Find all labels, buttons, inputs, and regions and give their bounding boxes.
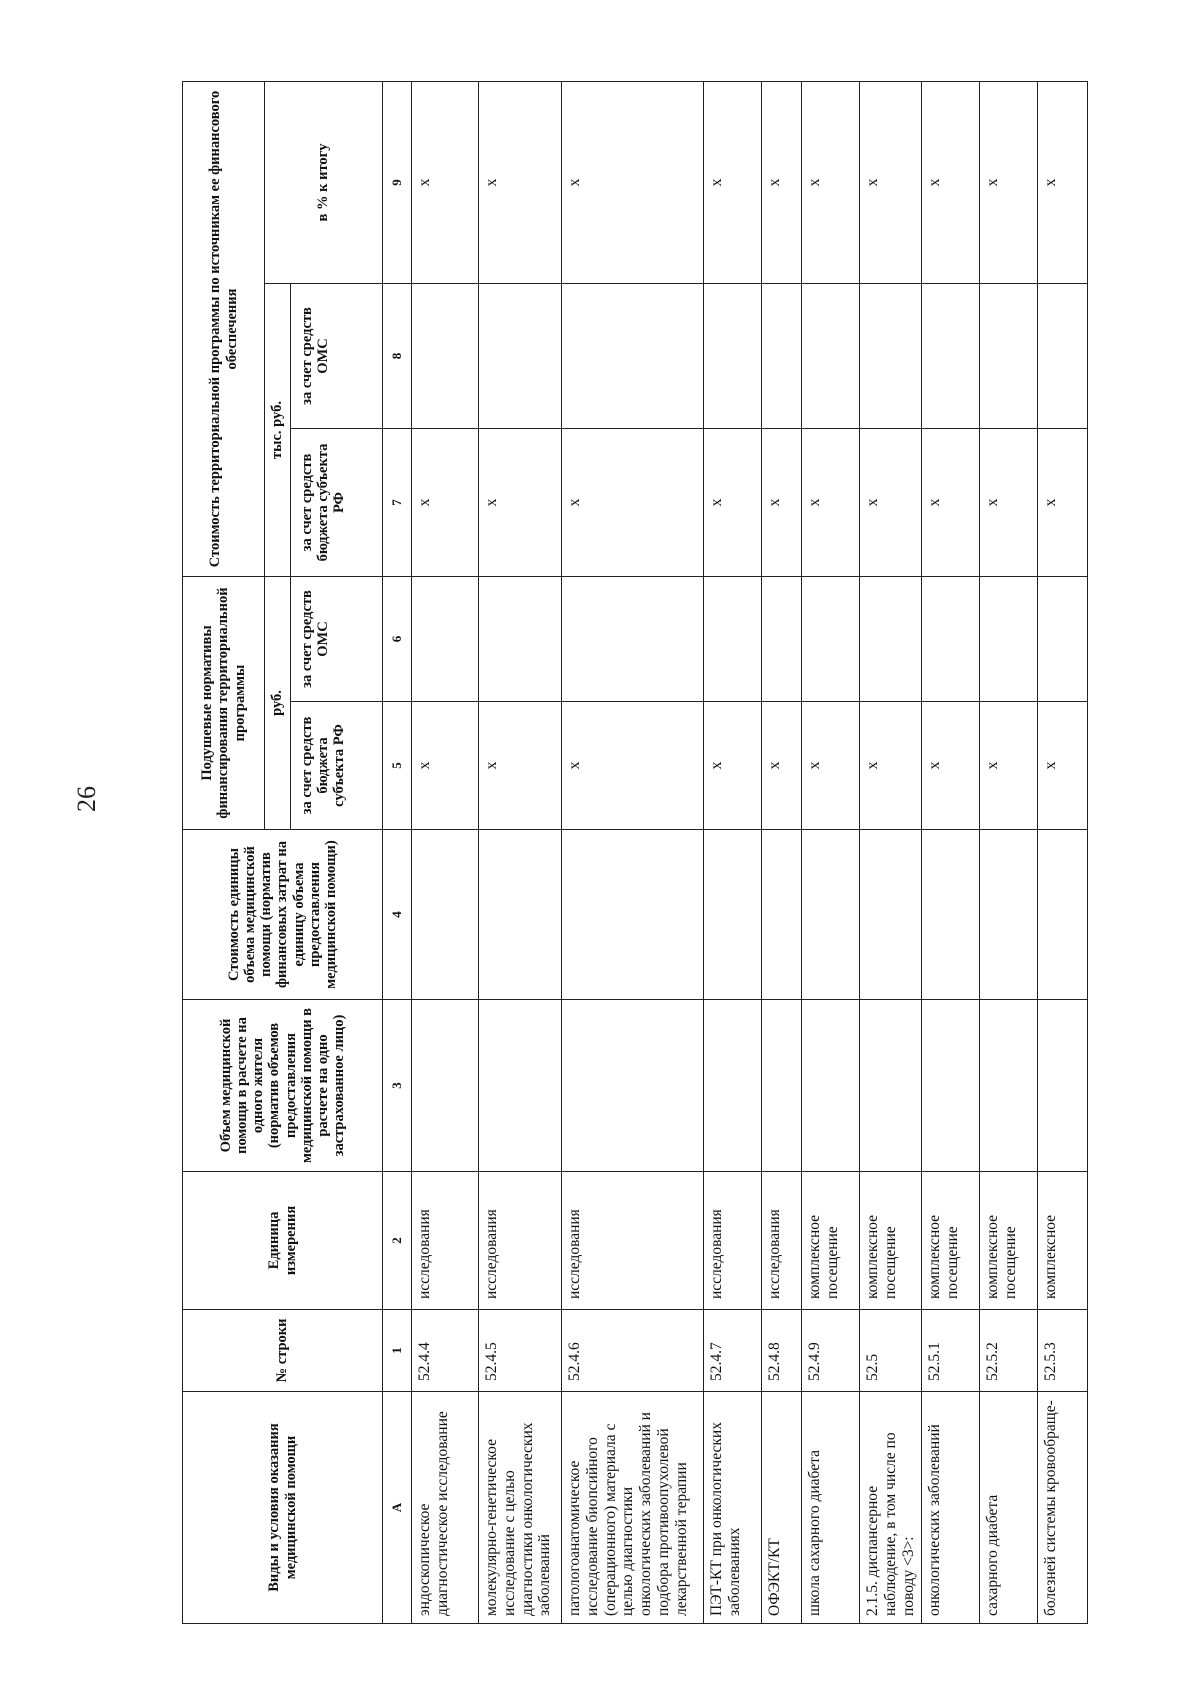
table-row (412, 81, 479, 1623)
row-unit: комплексное посещение (860, 1172, 922, 1310)
cell-col-8 (980, 284, 1038, 429)
table-row (860, 81, 922, 1623)
row-unit: комплексное посещение (922, 1172, 980, 1310)
cell-col-4 (802, 830, 860, 1000)
row-name: онкологических заболеваний (922, 1392, 980, 1624)
cell-col-5: х (980, 702, 1038, 830)
row-unit: комплексное посещение (802, 1172, 860, 1310)
cell-col-8 (802, 284, 860, 429)
row-name: сахарного диабета (980, 1392, 1038, 1624)
financing-table (182, 81, 1088, 1624)
table-row (704, 81, 762, 1623)
row-name: ОФЭКТ/КТ (762, 1392, 802, 1624)
cell-col-4 (412, 830, 479, 1000)
column-number: 3 (383, 1000, 412, 1172)
cell-col-8 (1038, 284, 1088, 429)
cell-col-6 (562, 577, 704, 702)
cell-col-3 (802, 1000, 860, 1172)
table-row (1038, 81, 1088, 1623)
row-name: молекулярно-генетическое исследование с целью диагностики онкологических заболеваний (479, 1392, 562, 1624)
row-number: 52.4.4 (412, 1310, 479, 1392)
row-number: 52.4.6 (562, 1310, 704, 1392)
row-unit: исследования (479, 1172, 562, 1310)
row-name: 2.1.5. диспансерное наблюдение, в том числе по поводу <3>: (860, 1392, 922, 1624)
cell-col-7: х (860, 429, 922, 577)
header-col-7: за счет средств бюджета субъекта РФ (291, 429, 383, 577)
row-unit: исследования (762, 1172, 802, 1310)
row-number: 52.5 (860, 1310, 922, 1392)
cell-col-5: х (704, 702, 762, 830)
row-number: 52.4.8 (762, 1310, 802, 1392)
cell-col-3 (704, 1000, 762, 1172)
row-number: 52.5.3 (1038, 1310, 1088, 1392)
header-col-9: в % к итогу (265, 81, 383, 283)
table-row (802, 81, 860, 1623)
header-col-8: за счет средств ОМС (291, 284, 383, 429)
header-col-1: № строки (183, 1310, 383, 1392)
row-unit: исследования (412, 1172, 479, 1310)
cell-col-5: х (562, 702, 704, 830)
cell-col-6 (704, 577, 762, 702)
header-col-a: Виды и условия оказания медицинской помощи (183, 1392, 383, 1624)
table-row (980, 81, 1038, 1623)
row-number: 52.5.1 (922, 1310, 980, 1392)
cell-col-4 (922, 830, 980, 1000)
table-row (479, 81, 562, 1623)
cell-col-4 (1038, 830, 1088, 1000)
cell-col-7: х (922, 429, 980, 577)
cell-col-6 (802, 577, 860, 702)
cell-col-3 (860, 1000, 922, 1172)
cell-col-3 (922, 1000, 980, 1172)
row-name: болезней системы кровообраще- (1038, 1392, 1088, 1624)
column-number: 5 (383, 702, 412, 830)
row-unit: комплексное (1038, 1172, 1088, 1310)
cell-col-6 (762, 577, 802, 702)
cell-col-6 (860, 577, 922, 702)
page-number: 26 (72, 786, 101, 812)
row-number: 52.4.9 (802, 1310, 860, 1392)
cell-col-4 (704, 830, 762, 1000)
cell-col-9: х (802, 81, 860, 283)
cell-col-6 (980, 577, 1038, 702)
row-number: 52.4.5 (479, 1310, 562, 1392)
cell-col-9: х (762, 81, 802, 283)
header-unit-rub: руб. (265, 577, 291, 830)
cell-col-9: х (1038, 81, 1088, 283)
row-name: ПЭТ-КТ при онкологических заболеваниях (704, 1392, 762, 1624)
cell-col-9: х (980, 81, 1038, 283)
cell-col-9: х (479, 81, 562, 283)
cell-col-5: х (479, 702, 562, 830)
table-body (412, 81, 1088, 1623)
cell-col-4 (479, 830, 562, 1000)
cell-col-7: х (980, 429, 1038, 577)
cell-col-3 (412, 1000, 479, 1172)
cell-col-9: х (412, 81, 479, 283)
row-unit: исследования (562, 1172, 704, 1310)
cell-col-4 (860, 830, 922, 1000)
header-col-6: за счет средств ОМС (291, 577, 383, 702)
cell-col-5: х (922, 702, 980, 830)
cell-col-6 (922, 577, 980, 702)
row-number: 52.4.7 (704, 1310, 762, 1392)
cell-col-7: х (704, 429, 762, 577)
cell-col-3 (1038, 1000, 1088, 1172)
cell-col-9: х (562, 81, 704, 283)
row-name: школа сахарного диабета (802, 1392, 860, 1624)
cell-col-5: х (762, 702, 802, 830)
column-number: 1 (383, 1310, 412, 1392)
column-number: 6 (383, 577, 412, 702)
cell-col-8 (704, 284, 762, 429)
column-number: 4 (383, 830, 412, 1000)
column-number: 8 (383, 284, 412, 429)
cell-col-5: х (860, 702, 922, 830)
cell-col-9: х (704, 81, 762, 283)
header-group-cost: Стоимость территориальной программы по источникам ее финансового обеспечения (183, 81, 265, 576)
cell-col-8 (479, 284, 562, 429)
column-number: 9 (383, 81, 412, 283)
cell-col-4 (562, 830, 704, 1000)
cell-col-4 (980, 830, 1038, 1000)
cell-col-5: х (1038, 702, 1088, 830)
table-row (922, 81, 980, 1623)
cell-col-8 (860, 284, 922, 429)
cell-col-9: х (922, 81, 980, 283)
table-row (762, 81, 802, 1623)
cell-col-4 (762, 830, 802, 1000)
header-col-2: Единица измерения (183, 1172, 383, 1310)
column-number: 2 (383, 1172, 412, 1310)
cell-col-5: х (412, 702, 479, 830)
cell-col-9: х (860, 81, 922, 283)
cell-col-8 (922, 284, 980, 429)
cell-col-6 (1038, 577, 1088, 702)
cell-col-8 (562, 284, 704, 429)
cell-col-3 (762, 1000, 802, 1172)
column-number: 7 (383, 429, 412, 577)
cell-col-6 (412, 577, 479, 702)
cell-col-7: х (1038, 429, 1088, 577)
cell-col-6 (479, 577, 562, 702)
row-name: эндоскопическое диагностическое исследование (412, 1392, 479, 1624)
cell-col-8 (412, 284, 479, 429)
cell-col-7: х (562, 429, 704, 577)
header-group-percapita: Подушевые нормативы финансирования территориальной программы (183, 577, 265, 830)
header-unit-thousand-rub: тыс. руб. (265, 284, 291, 577)
row-unit: исследования (704, 1172, 762, 1310)
row-number: 52.5.2 (980, 1310, 1038, 1392)
cell-col-7: х (412, 429, 479, 577)
cell-col-5: х (802, 702, 860, 830)
cell-col-8 (762, 284, 802, 429)
cell-col-7: х (479, 429, 562, 577)
column-number: А (383, 1392, 412, 1624)
row-name: патологоанатомическое исследование биопсийного (операционного) материала с целью диагностики онкологических заболеваний и подбора противоопухолевой лекарственной терапии (562, 1392, 704, 1624)
header-col-3: Объем медицинской помощи в расчете на одного жителя (норматив объемов предоставления медицинской помощи в расчете на одно застрахованное лицо) (183, 1000, 383, 1172)
cell-col-7: х (802, 429, 860, 577)
header-col-4: Стоимость единицы объема медицинской помощи (норматив финансовых затрат на единицу объема предоставления медицинской помощи) (183, 830, 383, 1000)
table-row (562, 81, 704, 1623)
cell-col-3 (980, 1000, 1038, 1172)
cell-col-7: х (762, 429, 802, 577)
header-col-5: за счет средств бюджета субъекта РФ (291, 702, 383, 830)
cell-col-3 (479, 1000, 562, 1172)
cell-col-3 (562, 1000, 704, 1172)
rotated-table-area (182, 82, 1077, 1624)
row-unit: комплексное посещение (980, 1172, 1038, 1310)
